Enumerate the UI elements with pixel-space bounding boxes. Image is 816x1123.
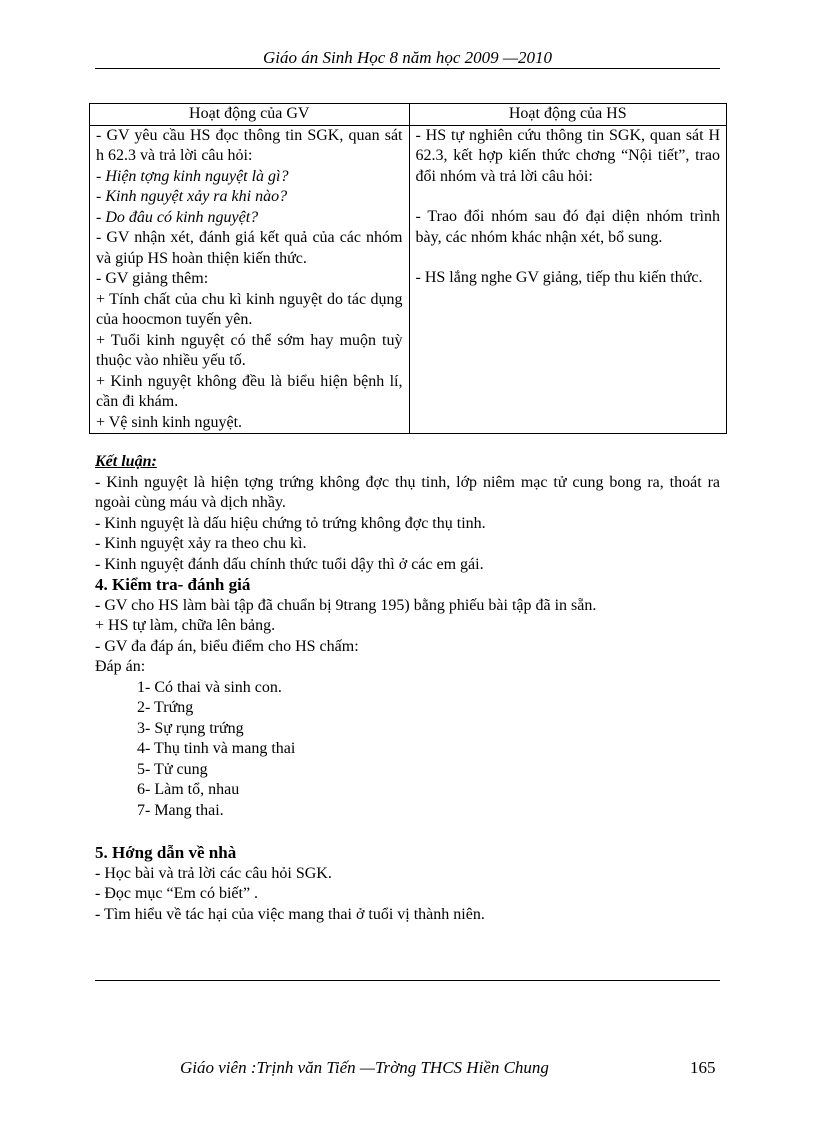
section-4-line: - GV cho HS làm bài tập đã chuẩn bị 9trang 195) bằng phiếu bài tập đã in sẵn. [95, 596, 597, 614]
section-5-line: - Đọc mục “Em có biết” . [95, 885, 259, 902]
gv-line: - GV giảng thêm: [96, 270, 209, 287]
spacer [416, 187, 721, 207]
section-5-line: - Tìm hiểu về tác hại của việc mang thai ở tuổi vị thành niên. [95, 905, 485, 923]
gv-activity-cell [90, 125, 410, 434]
hs-line: - Trao đổi nhóm sau đó đại diện nhóm trình bày, các nhóm khác nhận xét, bổ sung. [415, 208, 720, 246]
gv-line: + Vệ sinh kinh nguyệt. [96, 413, 243, 431]
answer-item: 7- Mang thai. [137, 801, 224, 819]
page-number: 165 [690, 1058, 716, 1077]
gv-question: - Hiện tợng kinh nguyệt là gì? [96, 167, 289, 185]
table-header-row [90, 104, 727, 126]
section-5-heading: 5. Hớng dẫn về nhà [95, 843, 237, 862]
activity-table [89, 103, 727, 434]
hs-line: - HS tự nghiên cứu thông tin SGK, quan sát H 62.3, kết hợp kiến thức chơng “Nội tiết”, trao đổi nhóm và trả lời câu hỏi: [415, 126, 720, 185]
conclusion-line: - Kinh nguyệt đánh dấu chính thức tuổi dậy thì ở các em gái. [95, 555, 484, 573]
conclusion-line: - Kinh nguyệt là dấu hiệu chứng tỏ trứng không đợc thụ tinh. [95, 514, 486, 532]
column-header-gv: Hoạt động của GV [90, 104, 410, 126]
section-4-line: Đáp án: [95, 658, 146, 675]
lesson-body [95, 452, 720, 925]
conclusion-line: - Kinh nguyệt xảy ra theo chu kì. [95, 535, 307, 552]
section-4-heading: 4. Kiểm tra- đánh giá [95, 575, 251, 594]
conclusion-line: - Kinh nguyệt là hiện tợng trứng không đợc thụ tinh, lớp niêm mạc tử cung bong ra, thoát ra ngoài cùng máu và dịch nhầy. [95, 473, 720, 511]
gv-question: - Do đâu có kinh nguyệt? [96, 208, 259, 226]
footer-rule [95, 980, 720, 981]
section-4-line: - GV đa đáp án, biểu điểm cho HS chấm: [95, 637, 359, 655]
gv-question: - Kinh nguyệt xảy ra khi nào? [96, 188, 288, 205]
answer-item: 3- Sự rụng trứng [137, 719, 244, 737]
gv-line: + Tính chất của chu kì kinh nguyệt do tác dụng của hoocmon tuyến yên. [96, 290, 403, 328]
section-5-line: - Học bài và trả lời các câu hỏi SGK. [95, 864, 332, 882]
gv-line: + Tuổi kinh nguyệt có thể sớm hay muộn tuỳ thuộc vào nhiều yếu tố. [96, 331, 403, 369]
conclusion-heading: Kết luận: [95, 453, 157, 470]
answer-item: 2- Trứng [137, 699, 194, 716]
page-header-title: Giáo án Sinh Học 8 năm học 2009 —2010 [263, 48, 552, 67]
answer-item: 6- Làm tổ, nhau [137, 781, 240, 798]
column-header-hs: Hoạt động của HS [409, 104, 727, 126]
footer-teacher: Giáo viên :Trịnh văn Tiến —Trờng THCS Hiền Chung [180, 1058, 549, 1077]
gv-line: + Kinh nguyệt không đều là biểu hiện bệnh lí, cần đi khám. [96, 372, 403, 410]
table-row [90, 125, 727, 434]
gv-line: - GV nhận xét, đánh giá kết quả của các nhóm và giúp HS hoàn thiện kiến thức. [96, 229, 403, 267]
header-rule [95, 68, 720, 69]
answer-item: 1- Có thai và sinh con. [137, 678, 282, 696]
spacer [416, 248, 721, 268]
gv-line: - GV yêu cầu HS đọc thông tin SGK, quan sát h 62.3 và trả lời câu hỏi: [96, 126, 403, 164]
hs-line: - HS lắng nghe GV giảng, tiếp thu kiến thức. [415, 269, 703, 286]
answer-item: 4- Thụ tinh và mang thai [137, 740, 296, 757]
answer-item: 5- Tử cung [137, 760, 208, 778]
section-4-line: + HS tự làm, chữa lên bảng. [95, 617, 276, 634]
hs-activity-cell [409, 125, 727, 434]
